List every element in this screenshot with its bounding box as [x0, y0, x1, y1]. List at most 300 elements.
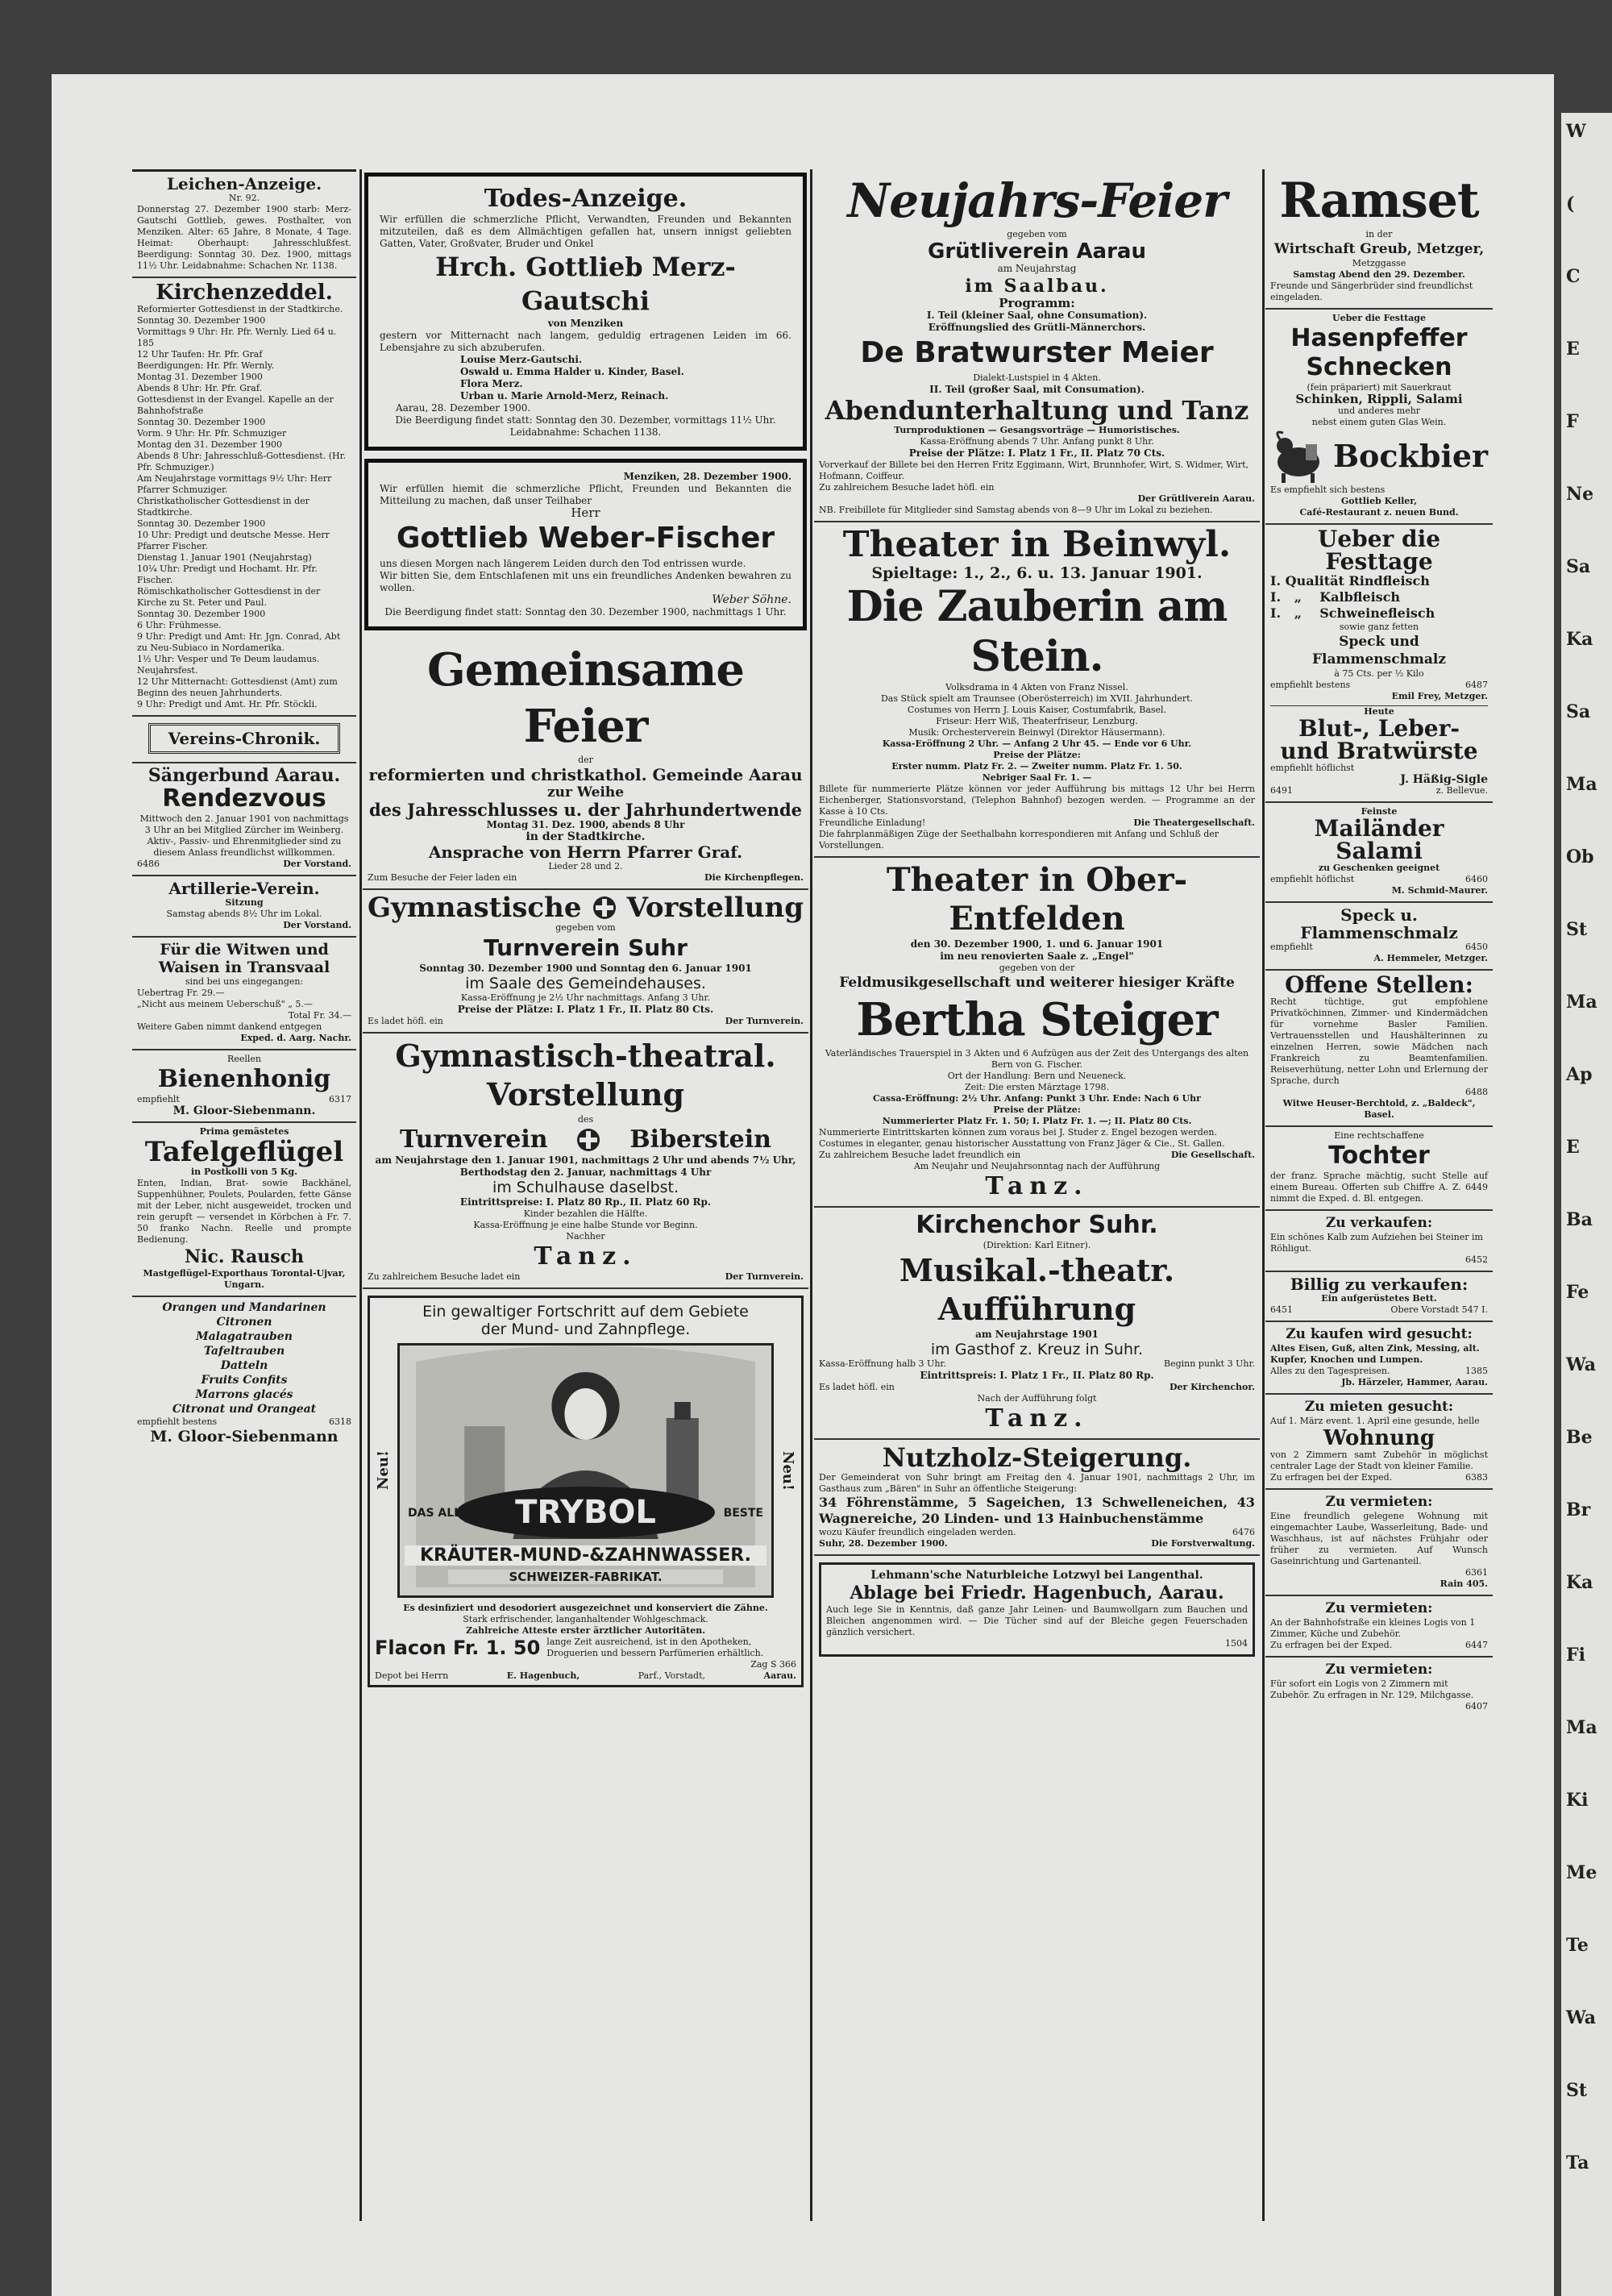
ramset-ort: Metzggasse	[1352, 258, 1406, 268]
todes2-text3: Wir bitten Sie, dem Entschlafenen mit uns ein freundliches Andenken bewahren zu wollen.	[380, 570, 791, 593]
list-item: 6 Uhr: Frühmesse.	[137, 620, 222, 630]
entfelden-title: Theater in Ober-Entfelden	[886, 861, 1188, 938]
entfelden-date: den 30. Dezember 1900, 1. und 6. Januar 1901	[910, 938, 1164, 950]
leichen-title: Leichen-Anzeige.	[166, 174, 322, 193]
gym2-ad	[363, 1034, 808, 1289]
tochter-text: der franz. Sprache mächtig, sucht Stelle auf einem Bureau. Offerten sub Chiffre A. Z. 6449 nimmt die Exped. d. Bl. entgegen.	[1270, 1171, 1488, 1204]
list-item: Marrons glacés	[195, 1388, 293, 1401]
leichen-nr: Nr. 92.	[228, 193, 260, 203]
entfelden-foot-right: Die Gesellschaft.	[1170, 1150, 1255, 1160]
adjacent-page-fragment: Ma	[1566, 774, 1597, 795]
list-item: Reformierter Gottesdienst in der Stadtkirche.	[137, 304, 343, 314]
beinwyl-ad	[814, 522, 1260, 858]
list-item: Montag 31. Dezember 1900	[137, 372, 263, 382]
todes2-text: Wir erfüllen hiemit die schmerzliche Pflicht, Freunden und Bekannten die Mitteilung zu machen, daß unser Teilhaber	[380, 483, 791, 506]
festtage-l2: I. „ Kalbfleisch	[1270, 589, 1401, 605]
kirchenchor-preise: Eintrittspreis: I. Platz 1 Fr., II. Platz 80 Rp.	[920, 1370, 1154, 1381]
festtage-title: Ueber die Festtage	[1317, 526, 1441, 575]
list-item: 10 Uhr: Predigt und deutsche Messe. Herr Pfarrer Fischer.	[137, 530, 330, 551]
festtage-l6: à 75 Cts. per ½ Kilo	[1334, 668, 1424, 679]
list-item: Sonntag 30. Dezember 1900	[137, 315, 266, 326]
trybol-flacon: Flacon Fr. 1. 50	[375, 1637, 541, 1659]
trybol-ad	[368, 1296, 804, 1687]
nutzholz-ad	[814, 1440, 1260, 1556]
turner-cross-icon	[592, 895, 617, 921]
adjacent-page-fragment: Br	[1566, 1499, 1591, 1520]
kirchenchor-kassa-left: Kassa-Eröffnung halb 3 Uhr.	[819, 1358, 946, 1369]
saengerbund-title: Sängerbund Aarau.	[147, 765, 341, 786]
mieten-ad	[1265, 1395, 1493, 1490]
ramset-date: Samstag Abend den 29. Dezember.	[1293, 269, 1465, 280]
vereins-chronik-title: Vereins-Chronik.	[148, 723, 340, 754]
hasen-sign2: Café-Restaurant z. neuen Bund.	[1299, 507, 1459, 518]
list-item: Vormittags 9 Uhr: Hr. Pfr. Wernly. Lied 64 u. 185	[137, 327, 337, 348]
hasen-text1: (fein präpariert) mit Sauerkraut	[1307, 382, 1452, 393]
adjacent-page-fragment: Ma	[1566, 1717, 1597, 1738]
feier-foot-left: Zum Besuche der Feier laden ein	[368, 872, 517, 883]
fruechte-list	[137, 1300, 351, 1416]
vermieten1-text: Eine freundlich gelegene Wohnung mit eingemachter Laube, Wasserleitung, Bade- und Waschhaus, ist auf nächstes Frühjahr oder früher zu vermieten. Auf Wunsch Gaseinrichtung und Gartenanteil.	[1270, 1511, 1488, 1566]
list-item: 10¼ Uhr: Predigt und Hochamt. Hr. Pfr. Fischer.	[137, 564, 318, 585]
gym1-sub: gegeben vom	[555, 922, 616, 933]
vermieten3-ad	[1265, 1658, 1493, 1717]
trybol-t4: lange Zeit ausreichend, ist in den Apotheken, Droguerien und bessern Parfümerien erhältlich.	[546, 1637, 764, 1658]
list-item: Tafeltrauben	[203, 1345, 285, 1358]
artillerie-text: Samstag abends 8½ Uhr im Lokal.	[166, 909, 322, 919]
gym2-foot-left: Zu zahlreichem Besuche ladet ein	[368, 1271, 521, 1282]
lotzwyl-text: Auch lege Sie in Kenntnis, daß ganze Jahr Leinen- und Baumwollgarn zum Bauchen und Bleichen angenommen wird. — Die Tücher sind auf der Bleiche gegen Feuerschaden gänzlich versichert.	[826, 1604, 1248, 1637]
kirchenchor-nach: Nach der Aufführung folgt	[977, 1393, 1097, 1404]
feier-line1: reformierten und christkathol. Gemeinde Aarau	[368, 765, 803, 784]
list-item: Flora Merz.	[460, 378, 523, 389]
witwen-l2: „Nicht aus meinem Ueberschuß" „ 5.—	[137, 999, 313, 1009]
kaufen-num: 1385	[1465, 1366, 1488, 1376]
bett-ad	[1265, 1272, 1493, 1322]
bett-num: 6451	[1270, 1304, 1293, 1315]
list-item: Urban u. Marie Arnold-Merz, Reinach.	[460, 390, 669, 401]
gym2-place: im Schulhause daselbst.	[492, 1179, 679, 1196]
gym1-kassa: Kassa-Eröffnung je 2½ Uhr nachmittags. Anfang 3 Uhr.	[460, 992, 711, 1003]
gefluegel-sub: in Postkolli von 5 Kg.	[190, 1167, 298, 1177]
vermieten1-num: 6361	[1465, 1567, 1488, 1578]
adjacent-page-fragment: Fe	[1566, 1282, 1589, 1303]
adjacent-page-fragment: (	[1566, 193, 1575, 214]
kirchenzeddel	[132, 278, 356, 717]
neujahr-stueck-sub: Dialekt-Lustspiel in 4 Akten.	[973, 372, 1101, 383]
beinwyl-sub: Spieltage: 1., 2., 6. u. 13. Januar 1901.	[871, 564, 1203, 582]
witwen-text: Weitere Gaben nimmt dankend entgegen	[137, 1021, 322, 1032]
vermieten2-ad	[1265, 1596, 1493, 1658]
festtage-l4: sowie ganz fetten	[1339, 622, 1419, 632]
witwen-title: Für die Witwen und Waisen in Transvaal	[158, 941, 330, 976]
adjacent-page-fragment: W	[1566, 121, 1586, 142]
nutzholz-sign: Die Forstverwaltung.	[1151, 1538, 1255, 1549]
trybol-t2: Stark erfrischender, langanhaltender Wohlgeschmack.	[463, 1614, 708, 1624]
witwen-sign: Exped. d. Aarg. Nachr.	[240, 1033, 351, 1043]
feier-title: Gemeinsame Feier	[426, 643, 745, 753]
beinwyl-l5: Musik: Orchesterverein Beinwyl (Direktor Häusermann).	[908, 727, 1165, 738]
feier-der: der	[578, 755, 593, 765]
adjacent-page-fragment: Ma	[1566, 992, 1597, 1013]
mieten-head: Wohnung	[1323, 1426, 1435, 1450]
fruechte-ad	[132, 1297, 356, 1450]
neujahr-sub: gegeben vom	[1007, 229, 1067, 239]
hasen-text5: Es empfiehlt sich bestens	[1270, 485, 1386, 495]
nutzholz-text: Der Gemeinderat von Suhr bringt am Freitag den 4. Januar 1901, nachmittags 2 Uhr, im Gasthaus zum „Bären" in Suhr an öffentliche Steigerung:	[819, 1472, 1255, 1494]
todes1-family	[380, 354, 791, 402]
festtage-wurst1: Blut-, Leber-	[1298, 715, 1460, 742]
kirchenchor-date: am Neujahrstage 1901	[975, 1329, 1099, 1340]
beinwyl-foot-right: Die Theatergesellschaft.	[1133, 817, 1255, 828]
trybol-head2: der Mund- und Zahnpflege.	[480, 1321, 691, 1338]
vermieten1-sign: Rain 405.	[1440, 1578, 1488, 1589]
column-4	[1265, 169, 1493, 2225]
leichen-text: Donnerstag 27. Dezember 1900 starb: Merz-Gautschi Gottlieb, gewes. Posthalter, von Menziken. Alter: 65 Jahre, 8 Monate, 4 Tage. Heimat: Oberhaupt: Jahresschlußfest. Beerdigung: Sonntag 30. Dez. 1900, mittags 11½ Uhr. Leidabnahme: Schachen Nr. 1138.	[137, 204, 351, 271]
mieten-text2: von 2 Zimmern samt Zubehör in möglichst centraler Lage der Stadt von kleiner Familie.	[1270, 1450, 1488, 1471]
todes2-herr: Herr	[571, 505, 600, 520]
honig-text: empfiehlt	[137, 1094, 180, 1104]
list-item: Orangen und Mandarinen	[162, 1301, 326, 1314]
feier-line4: Montag 31. Dez. 1900, abends 8 Uhr	[486, 819, 685, 830]
list-item: 9 Uhr: Predigt und Amt. Hr. Pfr. Stöckli.	[137, 699, 318, 709]
list-item: Sonntag 30. Dezember 1900	[137, 417, 266, 427]
list-item: Christkatholischer Gottesdienst in der Stadtkirche.	[137, 496, 310, 518]
beinwyl-foot-left: Freundliche Einladung!	[819, 817, 926, 828]
mieten-title: Zu mieten gesucht:	[1304, 1399, 1454, 1415]
lotzwyl-head: Ablage bei Friedr. Hagenbuch, Aarau.	[850, 1583, 1224, 1603]
festtage-sign: Emil Frey, Metzger.	[1391, 691, 1488, 701]
gym1-foot-right: Der Turnverein.	[725, 1016, 804, 1026]
adjacent-page-fragment: C	[1566, 266, 1581, 287]
ramset-sub: in der	[1365, 229, 1393, 239]
todes2-name: Gottlieb Weber-Fischer	[396, 522, 775, 555]
adjacent-page-fragment: Wa	[1566, 1354, 1597, 1375]
entfelden-sub: gegeben von der	[999, 963, 1075, 973]
bett-text: Ein aufgerüstetes Bett.	[1321, 1293, 1437, 1304]
list-item: Abends 8 Uhr: Jahresschluß-Gottesdienst. (Hr. Pfr. Schmuziger.)	[137, 451, 347, 472]
todes1-title: Todes-Anzeige.	[484, 185, 688, 213]
neujahr-p4: Turnproduktionen — Gesangsvorträge — Humoristisches.	[894, 425, 1180, 435]
festtage-l1: I. Qualität Rindfleisch	[1270, 573, 1430, 589]
festtage-ad	[1265, 525, 1493, 803]
list-item: Montag den 31. Dezember 1900	[137, 439, 282, 450]
entfelden-l5: Preise der Plätze:	[993, 1104, 1081, 1115]
festtage-num2: 6491	[1270, 785, 1293, 796]
list-item: Malagatrauben	[196, 1330, 293, 1343]
hasenpfeffer-ad	[1265, 310, 1493, 525]
todes-anzeige-merz	[364, 173, 807, 451]
list-item: 12 Uhr Mitternacht: Gottesdienst (Amt) zum Beginn des neuen Jahrhunderts.	[137, 676, 338, 698]
fruechte-num: 6318	[329, 1416, 351, 1427]
kalb-num: 6452	[1465, 1254, 1488, 1265]
gym2-tanz: Tanz.	[534, 1242, 638, 1271]
trybol-side-left: Neu!	[375, 1450, 392, 1491]
gym1-org: Turnverein Suhr	[484, 934, 688, 961]
mieten-num: 6383	[1465, 1472, 1488, 1483]
entfelden-l2: Ort der Handlung: Bern und Neueneck.	[947, 1071, 1127, 1081]
gym1-place: im Saale des Gemeindehauses.	[465, 975, 706, 992]
kirchenchor-title: Kirchenchor Suhr.	[916, 1211, 1158, 1239]
list-item: Beerdigungen: Hr. Pfr. Wernly.	[137, 360, 275, 371]
fruechte-text: empfiehlt bestens	[137, 1416, 218, 1427]
kirchen-list	[137, 304, 351, 710]
saengerbund-sign: Der Vorstand.	[283, 859, 351, 869]
salami-sign: M. Schmid-Maurer.	[1391, 885, 1488, 896]
kirchenchor-tanz: Tanz.	[985, 1404, 1089, 1433]
fruechte-sign: M. Gloor-Siebenmann	[150, 1428, 339, 1445]
neujahr-foot-left: Zu zahlreichem Besuche ladet höfl. ein	[819, 482, 995, 493]
festtage-l7: empfiehlt bestens	[1270, 680, 1351, 690]
entfelden-place: im neu renovierten Saale z. „Engel"	[940, 950, 1134, 962]
kirchenchor-place: im Gasthof z. Kreuz in Suhr.	[930, 1341, 1144, 1358]
column-1	[132, 169, 356, 2225]
gym2-kassa: Kassa-Eröffnung je eine halbe Stunde vor Beginn.	[473, 1220, 698, 1230]
adjacent-page-fragment: Ap	[1566, 1064, 1593, 1085]
adjacent-page-fragment: Ta	[1566, 2152, 1589, 2173]
vermieten2-text: An der Bahnhofstraße ein kleines Logis von 1 Zimmer, Küche und Zubehör.	[1270, 1617, 1476, 1639]
gym2-title: Gymnastisch-theatral. Vorstellung	[395, 1038, 776, 1113]
witwen-l3: Total Fr. 34.—	[288, 1010, 351, 1021]
vermieten3-num: 6407	[1465, 1701, 1488, 1712]
entfelden-l7: Nummerierte Eintrittskarten können zum voraus bei J. Studer z. Engel bezogen werden.	[819, 1127, 1217, 1138]
stellen-sign: Witwe Heuser-Berchtold, z. „Baldeck", Basel.	[1282, 1098, 1476, 1120]
entfelden-l9: Am Neujahr und Neujahrsonntag nach der Aufführung	[913, 1161, 1161, 1171]
gemeinsame-feier-ad	[363, 638, 808, 890]
feier-line5: in der Stadtkirche.	[526, 830, 646, 843]
nutzholz-title: Nutzholz-Steigerung.	[882, 1442, 1192, 1473]
column-2	[363, 169, 808, 2225]
vermieten1-title: Zu vermieten:	[1325, 1494, 1433, 1510]
saengerbund-head: Rendezvous	[162, 784, 326, 813]
beinwyl-l7: Preise der Plätze:	[993, 750, 1081, 760]
speck-ad	[1265, 903, 1493, 971]
list-item: 9 Uhr: Predigt und Amt: Hr. Jgn. Conrad, Abt zu Neu-Subiaco in Nordamerika.	[137, 631, 341, 653]
adjacent-page-fragment: Sa	[1566, 556, 1591, 577]
nutzholz-num: 6476	[1232, 1527, 1255, 1537]
adjacent-page-fragment: Wa	[1566, 2007, 1597, 2028]
stellen-text: Recht tüchtige, gut empfohlene Privatköchinnen, Zimmer- und Kindermädchen für vornehme Basler Familien. Vertrauensstellen und Haushälterinnen zu einzelnen Herren, sowie Mädchen nach Frankreich zu Beamtenfamilien. Reiseverhütung, netter Lohn und Erlernung der Sprache, durch	[1270, 996, 1488, 1086]
neujahr-place: im Saalbau.	[965, 276, 1109, 297]
bett-title: Billig zu verkaufen:	[1290, 1275, 1469, 1294]
saengerbund-text: Mittwoch den 2. Januar 1901 von nachmittags 3 Uhr an bei Mitglied Zürcher im Weinberg. Aktiv-, Passiv- und Ehrenmitglieder sind zu diesem Anlass freundlichst willkommen.	[139, 813, 349, 858]
speck-text: empfiehlt	[1270, 942, 1313, 952]
turner-cross-icon	[575, 1127, 601, 1153]
gym1-title-right: Vorstellung	[626, 892, 804, 924]
gym2-preise: Eintrittspreise: I. Platz 80 Rp., II. Platz 60 Rp.	[459, 1196, 712, 1208]
neujahr-p3: II. Teil (großer Saal, mit Consumation).	[929, 384, 1145, 395]
list-item: Oswald u. Emma Halder u. Kinder, Basel.	[460, 366, 684, 377]
artillerie-title: Artillerie-Verein.	[168, 879, 320, 898]
todes2-sign: Weber Söhne.	[712, 593, 791, 606]
adjacent-page-fragment: St	[1566, 2080, 1588, 2101]
beinwyl-l1: Volksdrama in 4 Akten von Franz Nissel.	[945, 682, 1128, 693]
list-item: Louise Merz-Gautschi.	[460, 354, 583, 365]
kaufen-ad	[1265, 1322, 1493, 1395]
salami-text: zu Geschenken geeignet	[1318, 863, 1440, 873]
neujahr-p1: I. Teil (kleiner Saal, ohne Consumation).	[926, 310, 1148, 321]
entfelden-l8: Costumes in eleganter, genau historischer Ausstattung von Franz Jäger & Cie., St. Gallen.	[819, 1138, 1225, 1149]
neujahr-kassa: Kassa-Eröffnung abends 7 Uhr. Anfang punkt 8 Uhr.	[920, 436, 1154, 447]
beinwyl-l6: Kassa-Eröffnung 2 Uhr. — Anfang 2 Uhr 45. — Ende vor 6 Uhr.	[882, 738, 1192, 749]
vermieten2-num: 6447	[1465, 1640, 1488, 1650]
trybol-depot-name: E. Hagenbuch,	[506, 1670, 580, 1681]
beinwyl-l3: Costumes von Herrn J. Louis Kaiser, Costumfabrik, Basel.	[907, 705, 1167, 715]
neujahr-foot-right: Der Grütliverein Aarau.	[1137, 493, 1255, 504]
beinwyl-stueck: Die Zauberin am Stein.	[846, 582, 1228, 681]
mieten-text3: Zu erfragen bei der Exped.	[1270, 1472, 1393, 1483]
neujahr-date: am Neujahrstag	[997, 263, 1077, 274]
salami-pre: Feinste	[1361, 806, 1398, 817]
beinwyl-l2: Das Stück spielt am Traunsee (Oberösterreich) im XVII. Jahrhundert.	[880, 693, 1194, 704]
trybol-l4: SCHWEIZER-FABRIKAT.	[448, 1570, 723, 1584]
trybol-head1: Ein gewaltiger Fortschritt auf dem Gebiete	[422, 1303, 749, 1321]
hasen-title2: Schnecken	[1306, 353, 1452, 381]
adjacent-page-fragment: Ob	[1566, 846, 1594, 867]
list-item: Abends 8 Uhr: Hr. Pfr. Graf.	[137, 383, 263, 393]
column-rule	[359, 169, 362, 2221]
adjacent-page-fragment: Te	[1566, 1935, 1589, 1956]
adjacent-page-fragment: Ki	[1566, 1790, 1589, 1811]
adjacent-page-edge	[1561, 113, 1612, 2296]
entfelden-l6: Nummerierter Platz Fr. 1. 50; I. Platz Fr. 1. —; II. Platz 80 Cts.	[882, 1116, 1192, 1126]
kirchenchor-kassa-right: Beginn punkt 3 Uhr.	[1163, 1358, 1255, 1369]
adjacent-page-fragment: Ne	[1566, 484, 1594, 505]
kirchenchor-head: Musikal.-theatr. Aufführung	[899, 1252, 1175, 1327]
entfelden-tanz: Tanz.	[985, 1172, 1089, 1200]
festtage-wurst2: und Bratwürste	[1280, 738, 1478, 764]
entfelden-l4: Cassa-Eröffnung: 2½ Uhr. Anfang: Punkt 3 Uhr. Ende: Nach 6 Uhr	[873, 1093, 1201, 1104]
gym1-title-left: Gymnastische	[368, 892, 582, 924]
vermieten2-title: Zu vermieten:	[1325, 1600, 1433, 1616]
kirchen-title: Kirchenzeddel.	[156, 281, 333, 305]
trybol-depot-city: Aarau.	[763, 1670, 796, 1681]
gym2-nachher: Nachher	[566, 1231, 605, 1242]
trybol-depot-right: Parf., Vorstadt,	[638, 1670, 706, 1681]
kirchenchor-ad	[814, 1208, 1260, 1440]
neujahr-title: Neujahrs-Feier	[847, 173, 1227, 228]
adjacent-page-fragment: Me	[1566, 1862, 1597, 1883]
adjacent-page-fragment: Sa	[1566, 701, 1591, 722]
nutzholz-date: Suhr, 28. Dezember 1900.	[819, 1538, 948, 1549]
ramset-text: Freunde und Sängerbrüder sind freundlichst eingeladen.	[1270, 281, 1473, 302]
neujahr-nb: NB. Freibillete für Mitglieder sind Samstag abends von 8—9 Uhr im Lokal zu beziehen.	[819, 505, 1213, 515]
todes1-from: von Menziken	[547, 318, 624, 329]
tochter-ad	[1265, 1127, 1493, 1211]
list-item: Gottesdienst in der Evangel. Kapelle an der Bahnhofstraße	[137, 394, 334, 416]
neujahr-preise: Preise der Plätze: I. Platz 1 Fr., II. Platz 70 Cts.	[908, 447, 1165, 459]
vermieten2-text2: Zu erfragen bei der Exped.	[1270, 1640, 1393, 1650]
hasen-sign: Gottlieb Keller,	[1340, 496, 1418, 506]
list-item: Neujahrsfest.	[137, 665, 198, 676]
gym2-kinder: Kinder bezahlen die Hälfte.	[523, 1208, 648, 1219]
adjacent-page-fragment: St	[1566, 919, 1588, 940]
gym2-des: des	[577, 1114, 594, 1125]
leichen-anzeige	[132, 169, 356, 278]
salami-text2: empfiehlt höflichst	[1270, 874, 1355, 884]
todes1-burial: Die Beerdigung findet statt: Sonntag den 30. Dezember, vormittags 11½ Uhr. Leidabnahme: Schachen 1138.	[395, 414, 776, 438]
list-item: Am Neujahrstage vormittags 9½ Uhr: Herr Pfarrer Schmuziger.	[137, 473, 332, 495]
kaufen-title: Zu kaufen wird gesucht:	[1286, 1326, 1473, 1342]
entfelden-l1: Vaterländisches Trauerspiel in 3 Akten und 6 Aufzügen aus der Zeit des Untergangs des alten Bern von G. Fischer.	[825, 1048, 1249, 1070]
adjacent-page-fragment: Ka	[1566, 629, 1593, 650]
neujahr-abend: Abendunterhaltung und Tanz	[825, 395, 1249, 426]
todes1-text2: gestern vor Mitternacht nach langem, geduldig ertragenen Leiden im 66. Lebensjahre zu sich abzuberufen.	[380, 330, 791, 353]
lotzwyl-title: Lehmann'sche Naturbleiche Lotzwyl bei Langenthal.	[870, 1569, 1203, 1582]
adjacent-page-fragment: Fi	[1566, 1645, 1585, 1666]
neujahr-p2: Eröffnungslied des Grütli-Männerchors.	[928, 322, 1146, 333]
hasen-text3: und anderes mehr	[1337, 406, 1421, 416]
artillerie-sign: Der Vorstand.	[283, 920, 351, 930]
hasen-pre: Ueber die Festtage	[1332, 313, 1426, 323]
salami-title: Mailänder Salami	[1314, 815, 1444, 864]
trybol-l2: BESTE	[723, 1507, 763, 1520]
honig-num: 6317	[329, 1094, 351, 1104]
bett-addr: Obere Vorstadt 547 I.	[1390, 1304, 1488, 1315]
neujahr-prog: Programm:	[999, 296, 1075, 310]
gym1-preise: Preise der Plätze: I. Platz 1 Fr., II. Platz 80 Cts.	[457, 1004, 714, 1015]
list-item: Citronen	[216, 1316, 272, 1329]
list-item: 12 Uhr Taufen: Hr. Pfr. Graf	[137, 349, 263, 360]
adjacent-page-fragment: E	[1566, 1137, 1580, 1158]
kirchenchor-foot-left: Es ladet höfl. ein	[819, 1382, 895, 1392]
gym2-date2: Berthodstag den 2. Januar, nachmittags 4 Uhr	[459, 1167, 712, 1178]
lotzwyl-num: 1504	[1225, 1638, 1248, 1649]
gym2-foot-right: Der Turnverein.	[725, 1271, 804, 1282]
stellen-num: 6488	[1465, 1087, 1488, 1097]
witwen-l1: Uebertrag Fr. 29.—	[137, 988, 225, 998]
todes2-text2: uns diesen Morgen nach längerem Leiden durch den Tod entrissen wurde.	[380, 558, 746, 569]
tochter-pre: Eine rechtschaffene	[1334, 1130, 1424, 1141]
todes1-name: Hrch. Gottlieb Merz-Gautschi	[435, 252, 736, 316]
lotzwyl-ad	[819, 1562, 1255, 1657]
kaufen-text2: Alles zu den Tagespreisen.	[1270, 1366, 1390, 1376]
kaufen-text: Altes Eisen, Guß, alten Zink, Messing, alt. Kupfer, Knochen und Lumpen.	[1270, 1343, 1480, 1365]
entfelden-foot-left: Zu zahlreichem Besuche ladet freundlich ein	[819, 1150, 1021, 1160]
adjacent-page-fragment: Be	[1566, 1427, 1593, 1448]
todes1-text: Wir erfüllen die schmerzliche Pflicht, Verwandten, Freunden und Bekannten mitzuteilen, daß es dem Allmächtigen gefallen hat, unsern innigst geliebten Gatten, Vater, Großvater, Bruder und Onkel	[380, 214, 791, 249]
column-3	[814, 169, 1260, 2225]
gefluegel-firm: Mastgeflügel-Exporthaus Torontal-Ujvar, Ungarn.	[143, 1268, 346, 1290]
todes-anzeige-weber	[364, 459, 807, 630]
gefluegel-pre: Prima gemästetes	[199, 1126, 289, 1137]
festtage-text: empfiehlt höflichst	[1270, 763, 1355, 773]
witwen-ad	[132, 938, 356, 1050]
entfelden-stueck: Bertha Steiger	[856, 993, 1218, 1046]
trybol-brand: TRYBOL	[456, 1487, 715, 1538]
gym2-org-left: Turnverein	[400, 1125, 548, 1154]
neujahr-stueck: De Bratwurster Meier	[860, 336, 1214, 369]
adjacent-page-fragment: E	[1566, 339, 1580, 360]
trybol-t1: Es desinfiziert und desodoriert ausgezeichnet und konserviert die Zähne.	[403, 1603, 768, 1613]
gym1-foot-left: Es ladet höfl. ein	[368, 1016, 443, 1026]
vermieten1-ad	[1265, 1490, 1493, 1596]
list-item: Vorm. 9 Uhr: Hr. Pfr. Schmuziger	[137, 428, 287, 439]
trybol-side-right: Neu!	[779, 1450, 796, 1491]
witwen-intro: sind bei uns eingegangen:	[185, 976, 304, 987]
gefluegel-title: Tafelgeflügel	[144, 1136, 344, 1168]
festtage-name: J. Häßig-Sigle	[1400, 773, 1488, 786]
trybol-l3: KRÄUTER-MUND-&ZAHNWASSER.	[405, 1545, 767, 1566]
feier-line3: des Jahresschlusses u. der Jahrhundertwende	[368, 800, 803, 820]
list-item: 1½ Uhr: Vesper und Te Deum laudamus.	[137, 654, 320, 664]
gym2-date1: am Neujahrstage den 1. Januar 1901, nachmittags 2 Uhr und abends 7½ Uhr,	[375, 1154, 796, 1166]
list-item: Datteln	[220, 1359, 268, 1372]
trybol-code: Zag S 366	[750, 1659, 796, 1670]
neujahr-org: Grütliverein Aarau	[928, 239, 1146, 264]
kalb-text: Ein schönes Kalb zum Aufziehen bei Steiner im Röhligut.	[1270, 1232, 1483, 1254]
ramset-title: Ramset	[1279, 173, 1479, 229]
mieten-text: Auf 1. März event. 1. April eine gesunde, helle	[1270, 1416, 1480, 1426]
